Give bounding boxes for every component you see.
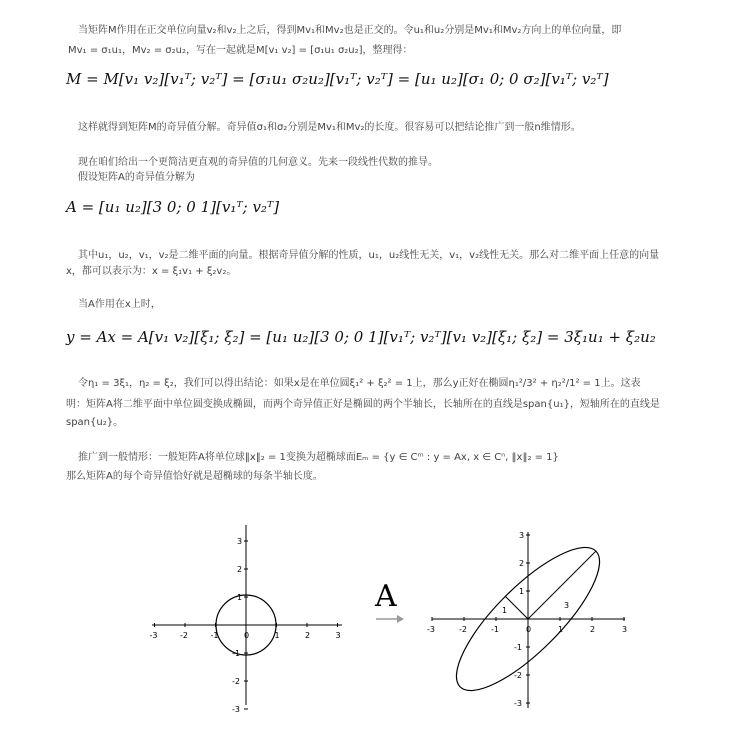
paragraph-6-line-3: span{u₂}。 [66, 417, 124, 428]
x-tick-label: -1 [210, 631, 219, 640]
arrow-icon [376, 615, 404, 623]
x-tick-label: 2 [305, 631, 311, 640]
paragraph-4-line-2: x，都可以表示为：x = ξ₁v₁ + ξ₂v₂。 [66, 266, 237, 277]
y-tick-label: -3 [514, 699, 522, 708]
x-tick-label: 0 [526, 625, 532, 634]
paragraph-4-line-1: 其中u₁，u₂，v₁，v₂是二维平面的向量。根据奇异值分解的性质，u₁，u₂线性无关，v₁，v₂线性无关。那么对二维平面上任意的向量 [78, 250, 660, 261]
y-tick-label: 1 [237, 593, 243, 602]
x-tick-label: 2 [590, 625, 596, 634]
paragraph-1-line-2: Mv₁ = σ₁u₁，Mv₂ = σ₂u₂，写在一起就是M[v₁ v₂] = [σ₁u₁ σ₂u₂]，整理得： [68, 45, 413, 56]
paragraph-6-line-1: 令η₁ = 3ξ₁，η₂ = ξ₂，我们可以得出结论：如果x是在单位圆ξ₁² + ξ₂² = 1上，那么y正好在椭圆η₁²/3² + η₂²/1² = 1上。这表 [78, 378, 641, 389]
major-semi-axis [528, 551, 596, 619]
x-tick-label: -2 [459, 625, 467, 634]
x-tick-label: -3 [149, 631, 158, 640]
y-tick-label: 1 [519, 587, 525, 596]
x-tick-label: 1 [558, 625, 564, 634]
paragraph-6-line-2: 明：矩阵A将二维平面中单位圆变换成椭圆，而两个奇异值正好是椭圆的两个半轴长，长轴所在的直线是span{u₁}，短轴所在的直线是 [66, 399, 660, 410]
equation-3: y = Ax = A[v₁ v₂][ξ₁; ξ₂] = [u₁ u₂][3 0; 0 1][v₁ᵀ; v₂ᵀ][v₁ v₂][ξ₁; ξ₂] = 3ξ₁u₁ + ξ₂u₂ [66, 328, 656, 346]
paragraph-2: 这样就得到矩阵M的奇异值分解。奇异值σ₁和σ₂分别是Mv₁和Mv₂的长度。很容易可以把结论推广到一般n维情形。 [78, 122, 581, 133]
paragraph-7-line-1: 推广到一般情形：一般矩阵A将单位球‖x‖₂ = 1变换为超椭球面Eₘ = {y ∈ Cᵐ : y = Ax, x ∈ Cⁿ, ‖x‖₂ = 1} [78, 452, 559, 463]
y-tick-label: 2 [237, 565, 243, 574]
arrow-label: A [375, 579, 397, 614]
y-tick-label: -3 [232, 705, 240, 714]
equation-1: M = M[v₁ v₂][v₁ᵀ; v₂ᵀ] = [σ₁u₁ σ₂u₂][v₁ᵀ; v₂ᵀ] = [u₁ u₂][σ₁ 0; 0 σ₂][v₁ᵀ; v₂ᵀ] [66, 70, 609, 88]
x-tick-label: 0 [244, 631, 250, 640]
x-tick-label: -1 [491, 625, 499, 634]
x-tick-label: -2 [180, 631, 188, 640]
minor-semi-axis [505, 596, 528, 619]
y-tick-label: -2 [514, 671, 522, 680]
paragraph-3-line-1: 现在咱们给出一个更简洁更直观的奇异值的几何意义。先来一段线性代数的推导。 [78, 157, 438, 168]
x-tick-label: 3 [622, 625, 628, 634]
paragraph-5: 当A作用在x上时， [78, 299, 161, 310]
y-tick-label: 3 [237, 537, 243, 546]
minor-axis-label: 1 [502, 606, 508, 615]
x-tick-label: -3 [427, 625, 435, 634]
right-plot [427, 528, 627, 709]
equation-2: A = [u₁ u₂][3 0; 0 1][v₁ᵀ; v₂ᵀ] [66, 198, 280, 216]
y-tick-label: -1 [514, 643, 522, 652]
paragraph-3-line-2: 假设矩阵A的奇异值分解为 [78, 172, 195, 183]
paragraph-1-line-1: 当矩阵M作用在正交单位向量v₂和v₂上之后，得到Mv₁和Mv₂也是正交的。令u₁和u₂分别是Mv₁和Mv₂方向上的单位向量，即 [78, 25, 622, 36]
y-tick-label: -1 [232, 649, 240, 658]
y-tick-label: -2 [232, 677, 240, 686]
transform-figure [0, 500, 743, 750]
left-plot [150, 525, 343, 714]
y-tick-label: 2 [519, 559, 525, 568]
major-axis-label: 3 [564, 601, 570, 610]
paragraph-7-line-2: 那么矩阵A的每个奇异值恰好就是超椭球的每条半轴长度。 [66, 471, 323, 482]
x-tick-label: 3 [335, 631, 341, 640]
y-tick-label: 3 [519, 531, 525, 540]
x-tick-label: 1 [274, 631, 280, 640]
